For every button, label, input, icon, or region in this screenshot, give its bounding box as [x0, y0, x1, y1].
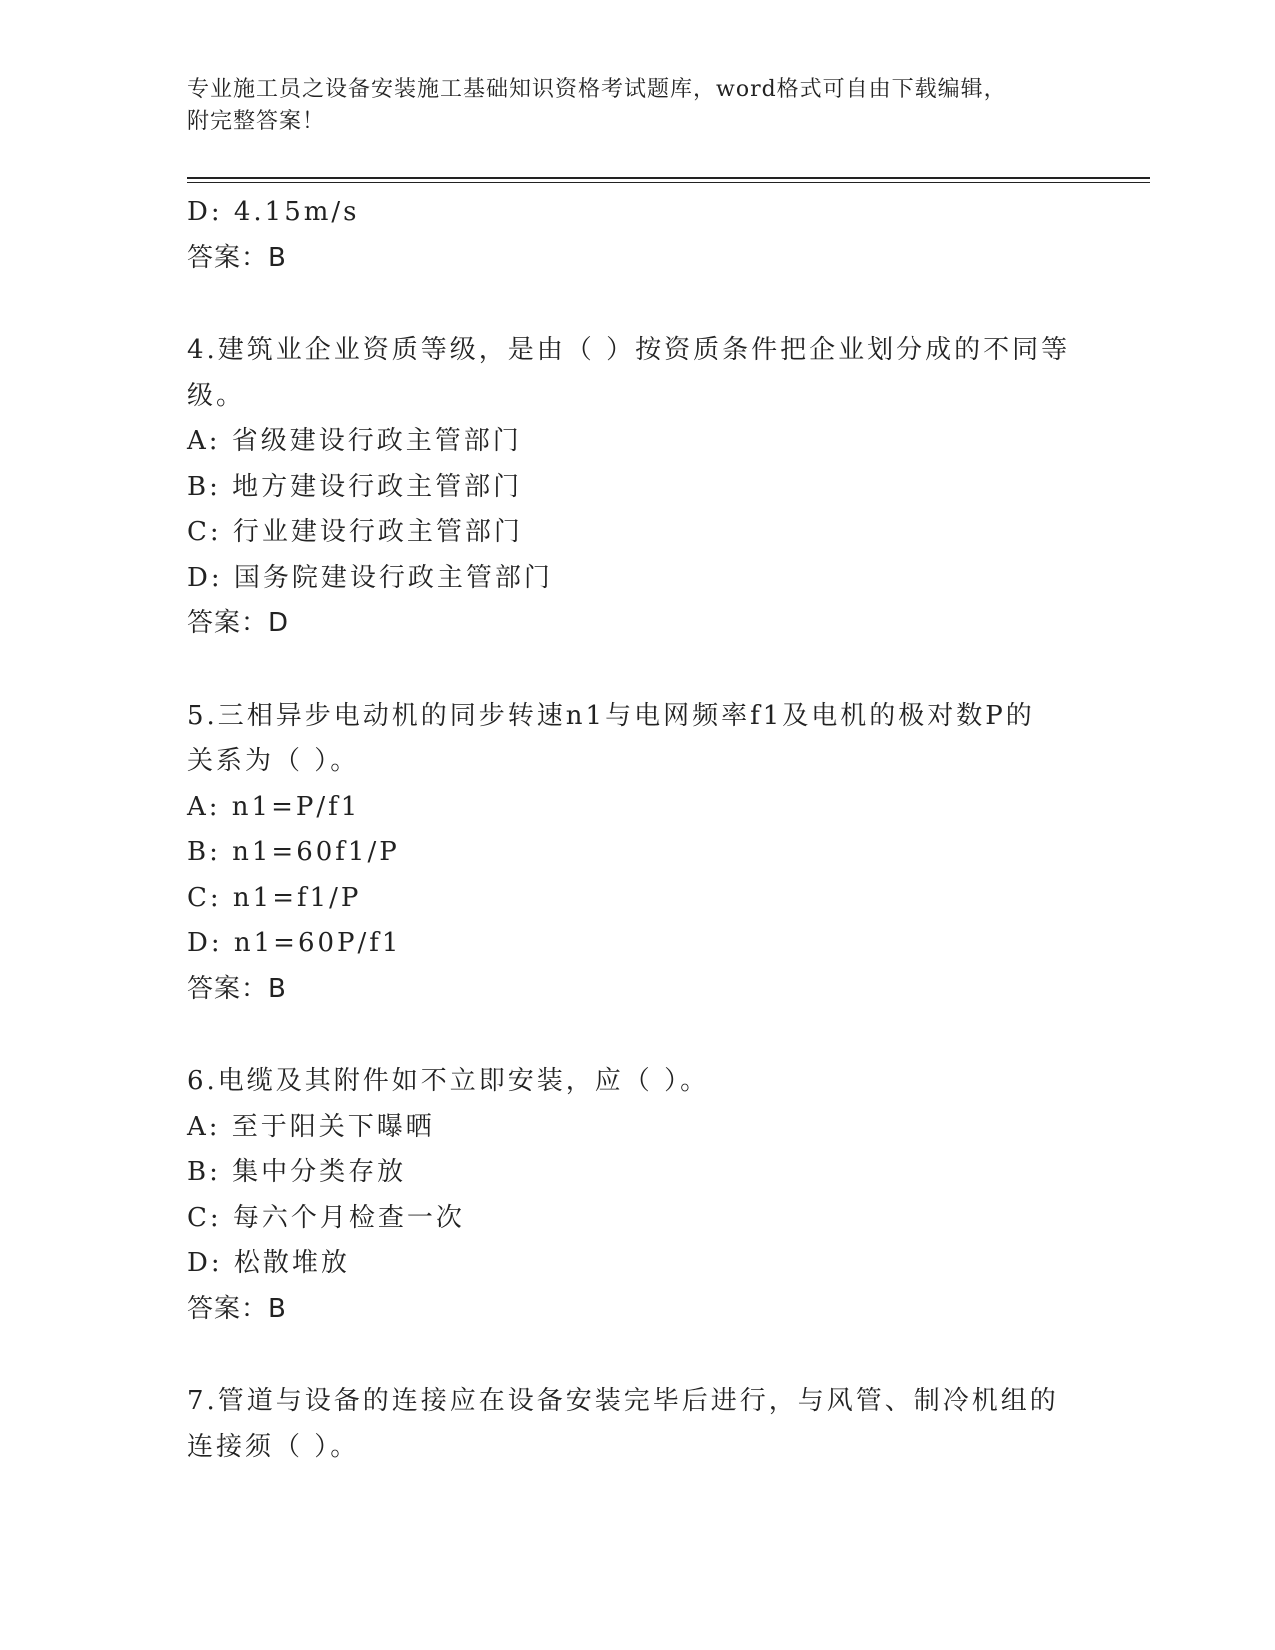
answer: 答案：B: [187, 1293, 287, 1324]
option-a: A: 至于阳关下曝晒: [187, 1111, 435, 1142]
header-divider-thick: [187, 177, 1150, 179]
question-title: 6.电缆及其附件如不立即安装，应（ ）。: [187, 1066, 710, 1096]
question-title-cont: 关系为（ ）。: [187, 746, 360, 776]
question-title: 5.三相异步电动机的同步转速n1与电网频率f1及电机的极对数P的: [187, 700, 1035, 731]
option-d: D: 4.15m/s: [187, 197, 360, 227]
question-5: [187, 694, 1087, 1013]
spacer: [187, 281, 1087, 328]
question-4: [187, 328, 1087, 647]
spacer: [187, 1012, 1087, 1059]
spacer: [187, 647, 1087, 694]
question-list: [187, 190, 1087, 1470]
option-b: B: 集中分类存放: [187, 1157, 407, 1187]
option-c: C: n1=f1/P: [187, 882, 362, 913]
answer: 答案：B: [187, 242, 287, 273]
header-divider-thin: [187, 182, 1150, 183]
question-6: [187, 1059, 1087, 1332]
question-title: 4.建筑业企业资质等级，是由（ ）按资质条件把企业划分成的不同等: [187, 335, 1071, 365]
option-c: C: 每六个月检查一次: [187, 1202, 465, 1233]
page-header: [187, 74, 1067, 138]
option-d: D: 国务院建设行政主管部门: [187, 562, 553, 593]
option-d: D: 松散堆放: [187, 1248, 350, 1278]
header-line-1: 专业施工员之设备安装施工基础知识资格考试题库，word格式可自由下载编辑，: [187, 77, 1007, 102]
answer: 答案：B: [187, 973, 287, 1004]
spacer: [187, 1332, 1087, 1379]
option-b: B: 地方建设行政主管部门: [187, 471, 523, 502]
option-a: A: 省级建设行政主管部门: [187, 426, 522, 456]
option-c: C: 行业建设行政主管部门: [187, 517, 523, 547]
option-b: B: n1=60f1/P: [187, 837, 400, 867]
question-7: [187, 1379, 1087, 1470]
answer: 答案：D: [187, 608, 290, 638]
header-line-2: 附完整答案！: [187, 109, 326, 134]
question-title-cont: 级。: [187, 380, 246, 411]
question-title: 7.管道与设备的连接应在设备安装完毕后进行，与风管、制冷机组的: [187, 1386, 1059, 1416]
question-title-cont: 连接须（ ）。: [187, 1431, 360, 1462]
option-d: D: n1=60P/f1: [187, 928, 402, 958]
option-a: A: n1=P/f1: [187, 791, 361, 822]
